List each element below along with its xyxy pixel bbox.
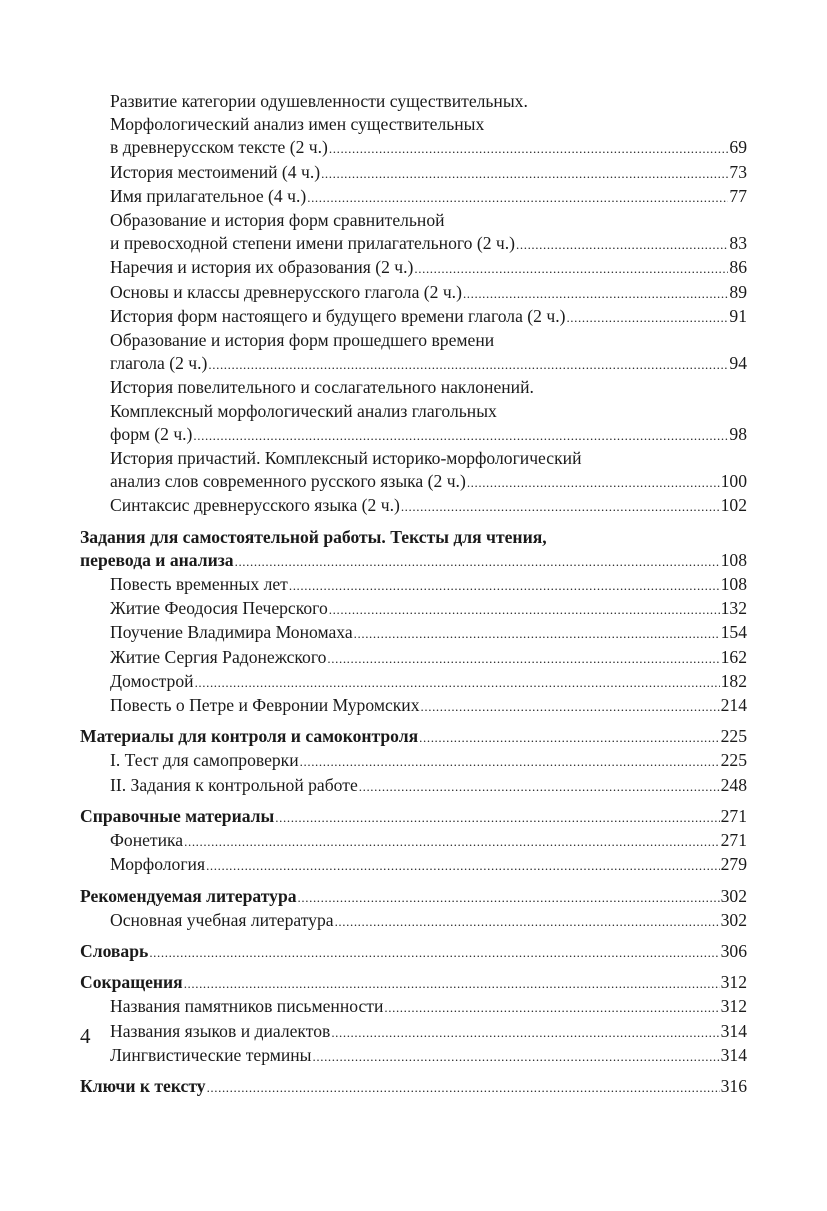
toc-entry xyxy=(80,597,747,621)
toc-entry-leader-row xyxy=(110,597,747,621)
toc-entry xyxy=(80,995,747,1019)
toc-entry-leader-row xyxy=(80,725,747,749)
toc-entry xyxy=(80,494,747,518)
toc-entry-leader-row xyxy=(110,423,747,447)
toc-entry xyxy=(80,573,747,597)
toc-entry-leader-row xyxy=(110,774,747,798)
toc-page-number: 89 xyxy=(729,281,747,302)
dot-leader xyxy=(149,941,719,964)
toc-entry-leader-row xyxy=(110,1020,747,1044)
toc-entry-leader-row xyxy=(110,136,747,160)
toc-section xyxy=(80,526,747,573)
dot-leader xyxy=(566,306,728,329)
toc-entry-title: Названия языков и диалектов xyxy=(110,1020,331,1041)
toc-entry-title: Фонетика xyxy=(110,830,184,851)
dot-leader xyxy=(414,257,728,280)
dot-leader xyxy=(421,695,720,718)
toc-page-number: 154 xyxy=(720,622,747,643)
dot-leader xyxy=(329,598,720,621)
toc-page-number: 69 xyxy=(729,137,747,158)
toc-entry-title: II. Задания к контрольной работе xyxy=(110,774,358,795)
toc-entry-title: форм (2 ч.) xyxy=(110,423,193,444)
toc-page-number: 248 xyxy=(720,774,747,795)
toc-entry-line: Комплексный морфологический анализ глагольных xyxy=(110,400,497,421)
toc-entry-title: Повесть временных лет xyxy=(110,574,288,595)
toc-entry-title: Ключи к тексту xyxy=(80,1075,206,1096)
toc-entry-title: в древнерусском тексте (2 ч.) xyxy=(110,137,328,158)
dot-leader xyxy=(184,830,719,853)
dot-leader xyxy=(235,550,720,573)
toc-entry-leader-row xyxy=(80,549,747,573)
toc-entry-line: Развитие категории одушевленности существительных. xyxy=(110,91,528,111)
dot-leader xyxy=(313,1045,720,1068)
toc-entry xyxy=(80,209,747,256)
toc-page-number: 225 xyxy=(720,726,747,747)
dot-leader xyxy=(206,854,720,877)
toc-section xyxy=(80,971,747,995)
toc-page-number: 225 xyxy=(720,750,747,771)
dot-leader xyxy=(419,726,719,749)
toc-page-number: 316 xyxy=(720,1075,747,1096)
toc-entry-title: Домострой xyxy=(110,670,194,691)
toc-entry-title: Материалы для контроля и самоконтроля xyxy=(80,726,419,747)
toc-entry-leader-row xyxy=(110,909,747,933)
toc-entry-leader-row xyxy=(110,573,747,597)
toc-entry-leader-row xyxy=(110,853,747,877)
toc-entry-title: Основы и классы древнерусского глагола (2 ч.) xyxy=(110,281,462,302)
toc-entry xyxy=(80,1044,747,1068)
dot-leader xyxy=(359,775,720,798)
page-number: 4 xyxy=(80,1024,91,1048)
dot-leader xyxy=(289,574,720,597)
toc-entry xyxy=(80,621,747,645)
toc-entry xyxy=(80,447,747,494)
toc-entry-title: Синтаксис древнерусского языка (2 ч.) xyxy=(110,495,400,516)
toc-entry xyxy=(80,305,747,329)
dot-leader xyxy=(384,996,719,1019)
toc-section xyxy=(80,940,747,964)
toc-entry xyxy=(80,90,747,161)
toc-page-number: 91 xyxy=(729,305,747,326)
dot-leader xyxy=(300,750,720,773)
toc-entry-leader-row xyxy=(110,256,747,280)
toc-section xyxy=(80,805,747,829)
toc-entry-leader-row xyxy=(110,185,747,209)
toc-entry-leader-row xyxy=(110,694,747,718)
toc-page-number: 162 xyxy=(720,646,747,667)
toc-entry-line: Образование и история форм прошедшего времени xyxy=(110,330,495,351)
toc-entry-leader-row xyxy=(110,646,747,670)
toc-entry-title: История местоимений (4 ч.) xyxy=(110,161,321,182)
toc-page-number: 312 xyxy=(720,972,747,993)
toc-page-number: 312 xyxy=(720,996,747,1017)
dot-leader xyxy=(327,647,719,670)
toc-page-number: 214 xyxy=(720,695,747,716)
toc-entry-leader-row xyxy=(110,829,747,853)
toc-section xyxy=(80,725,747,749)
toc-entry xyxy=(80,281,747,305)
toc-entry-leader-row xyxy=(110,352,747,376)
toc-entry-title: Житие Феодосия Печерского xyxy=(110,598,328,619)
toc-entry-leader-row xyxy=(110,281,747,305)
toc-section xyxy=(80,1075,747,1099)
toc-entry-title: I. Тест для самопроверки xyxy=(110,750,299,771)
toc-entry xyxy=(80,853,747,877)
dot-leader xyxy=(401,495,720,518)
toc-entry xyxy=(80,774,747,798)
toc-entry-leader-row xyxy=(110,232,747,256)
toc-entry-title: Поучение Владимира Мономаха xyxy=(110,622,353,643)
toc-entry-leader-row xyxy=(110,995,747,1019)
dot-leader xyxy=(331,1021,719,1044)
toc-page-number: 132 xyxy=(720,598,747,619)
dot-leader xyxy=(275,806,719,829)
toc-entry-title: и превосходной степени имени прилагательного (2 ч.) xyxy=(110,233,516,254)
toc-entry-line: Задания для самостоятельной работы. Тексты для чтения, xyxy=(80,526,547,547)
toc-page-number: 271 xyxy=(720,830,747,851)
toc-page-number: 102 xyxy=(720,495,747,516)
toc-page-number: 314 xyxy=(720,1044,747,1065)
toc-page-number: 94 xyxy=(729,353,747,374)
toc-entry xyxy=(80,161,747,185)
toc-entry-leader-row xyxy=(80,885,747,909)
toc-entry-title: Морфология xyxy=(110,854,206,875)
dot-leader xyxy=(184,972,720,995)
dot-leader xyxy=(463,282,728,305)
toc-entry-line: Образование и история форм сравнительной xyxy=(110,210,445,231)
toc-entry-leader-row xyxy=(80,1075,747,1099)
toc-entry-title: Названия памятников письменности xyxy=(110,996,384,1017)
dot-leader xyxy=(516,233,728,256)
toc-page-number: 98 xyxy=(729,423,747,444)
toc-entry-leader-row xyxy=(110,305,747,329)
toc-entry xyxy=(80,749,747,773)
toc-page-number: 73 xyxy=(729,161,747,182)
toc-entry-title: Словарь xyxy=(80,940,149,961)
toc-entry-title: История форм настоящего и будущего времени глагола (2 ч.) xyxy=(110,305,566,326)
toc-entry-title: Лингвистические термины xyxy=(110,1044,312,1065)
toc-entry xyxy=(80,256,747,280)
toc-page-number: 182 xyxy=(720,670,747,691)
toc-entry-leader-row xyxy=(110,494,747,518)
toc-page-number: 302 xyxy=(720,885,747,906)
toc-entry xyxy=(80,694,747,718)
dot-leader xyxy=(193,424,728,447)
toc-page-number: 279 xyxy=(720,854,747,875)
toc-entry-line: История причастий. Комплексный историко-морфологический xyxy=(110,448,582,469)
toc-entry-title: анализ слов современного русского языка (2 ч.) xyxy=(110,471,466,492)
toc-entry xyxy=(80,670,747,694)
toc-section xyxy=(80,885,747,909)
toc-entry-title: Имя прилагательное (4 ч.) xyxy=(110,185,307,206)
dot-leader xyxy=(321,162,728,185)
toc-entry xyxy=(80,376,747,447)
dot-leader xyxy=(207,1076,720,1099)
toc-entry xyxy=(80,185,747,209)
dot-leader xyxy=(298,886,720,909)
dot-leader xyxy=(335,910,720,933)
toc-entry-leader-row xyxy=(110,1044,747,1068)
dot-leader xyxy=(467,471,720,494)
toc-entry-leader-row xyxy=(80,940,747,964)
table-of-contents xyxy=(80,90,747,1099)
toc-entry-leader-row xyxy=(80,805,747,829)
toc-page-number: 302 xyxy=(720,909,747,930)
dot-leader xyxy=(195,671,720,694)
toc-entry-line: Морфологический анализ имен существительных xyxy=(110,114,485,135)
toc-entry xyxy=(80,329,747,376)
toc-page-number: 108 xyxy=(720,549,747,570)
toc-entry xyxy=(80,829,747,853)
toc-page-number: 271 xyxy=(720,805,747,826)
toc-page-number: 100 xyxy=(720,471,747,492)
dot-leader xyxy=(208,353,728,376)
toc-entry-leader-row xyxy=(110,470,747,494)
toc-page-number: 83 xyxy=(729,233,747,254)
toc-entry-title: Повесть о Петре и Февронии Муромских xyxy=(110,695,420,716)
toc-page-number: 108 xyxy=(720,574,747,595)
toc-page-number: 314 xyxy=(720,1020,747,1041)
toc-entry-leader-row xyxy=(110,621,747,645)
dot-leader xyxy=(329,137,729,160)
toc-page-number: 77 xyxy=(729,185,747,206)
toc-entry-title: Рекомендуемая литература xyxy=(80,885,297,906)
toc-entry-title: Житие Сергия Радонежского xyxy=(110,646,327,667)
toc-entry xyxy=(80,1020,747,1044)
toc-entry-leader-row xyxy=(110,161,747,185)
toc-entry-leader-row xyxy=(110,749,747,773)
toc-entry-line: История повелительного и сослагательного наклонений. xyxy=(110,377,534,398)
toc-entry xyxy=(80,909,747,933)
toc-entry-title: Сокращения xyxy=(80,972,183,993)
dot-leader xyxy=(307,186,728,209)
toc-entry-title: Основная учебная литература xyxy=(110,909,334,930)
toc-entry-title: глагола (2 ч.) xyxy=(110,353,208,374)
toc-page-number: 86 xyxy=(729,257,747,278)
toc-entry-leader-row xyxy=(110,670,747,694)
toc-entry-title: перевода и анализа xyxy=(80,549,234,570)
toc-entry xyxy=(80,646,747,670)
toc-entry-title: Наречия и история их образования (2 ч.) xyxy=(110,257,414,278)
toc-page-number: 306 xyxy=(720,940,747,961)
toc-entry-title: Справочные материалы xyxy=(80,805,275,826)
toc-entry-leader-row xyxy=(80,971,747,995)
dot-leader xyxy=(354,622,720,645)
